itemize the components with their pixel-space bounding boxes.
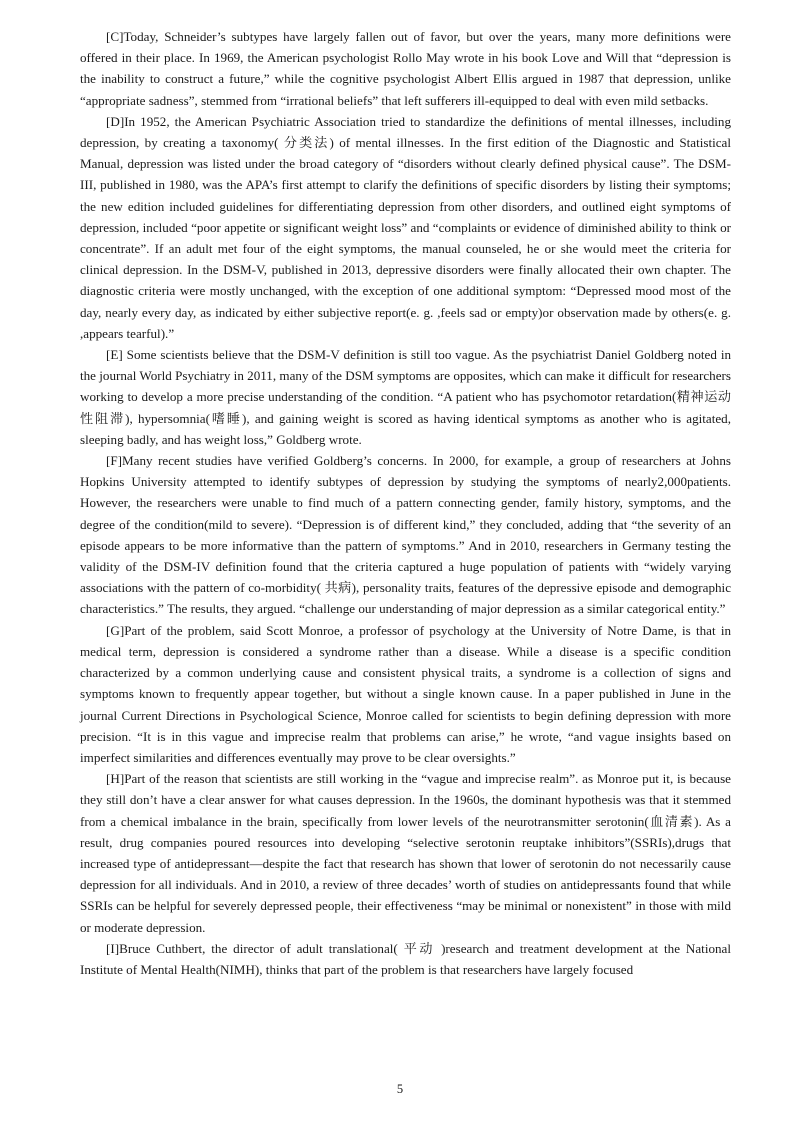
paragraph-e: [80, 344, 731, 450]
paragraph-f: [80, 450, 731, 620]
page-number: 5: [396, 1082, 404, 1096]
paragraph-marker: [D]: [106, 113, 125, 129]
document-page: [80, 26, 731, 980]
paragraph-text: Some scientists believe that the DSM-V definition is still too vague. As the psychiatrist Daniel Goldberg noted in the journal World Psychiatry in 2011, many of the DSM symptoms are opposites, which can make it difficult for researchers working to develop a more precise understanding of the condition. “A patient who has psychomotor retardation(精神运动性阻滞), hypersomnia(嗜睡), and gaining weight is scored as having identical symptoms as another who is agitated, sleeping badly, and has weight loss,” Goldberg wrote.: [80, 347, 731, 447]
paragraph-marker: [C]: [106, 29, 124, 44]
paragraph-marker: [I]: [106, 940, 120, 956]
paragraph-text: Part of the reason that scientists are still working in the “vague and imprecise realm”. as Monroe put it, is because they still don’t have a clear answer for what causes depression. In the 1960s, the dominant hypothesis was that it stemmed from a chemical imbalance in the brain, specifically from lower levels of the neurotransmitter serotonin(血清素). As a result, drug companies poured resources into developing “selective serotonin reuptake inhibitors”(SSRIs),drugs that increased type of antidepressant—despite the fact that research has shown that lower of serotonin do not necessarily cause depression for all individuals. And in 2010, a review of three decades’ worth of studies on antidepressants found that while SSRIs can be helpful for severely depressed people, their effectiveness “may be minimal or nonexistent” in those with mild or moderate depression.: [80, 771, 731, 935]
paragraph-text: Part of the problem, said Scott Monroe, a professor of psychology at the University of Notre Dame, is that in medical term, depression is considered a syndrome rather than a disease. While a disease is a specific condition characterized by a common underlying cause and consistent physical traits, a syndrome is a collection of signs and symptoms known to frequently appear together, but without a single known cause. In a paper published in June in the journal Current Directions in Psychological Science, Monroe called for scientists to begin defining depression with more precision. “It is in this vague and imprecise realm that problems can arise,” he wrote, “and vague insights based on imperfect similarities and differences eventually may prove to be clear oversights.”: [80, 622, 731, 765]
paragraph-c: [80, 26, 731, 111]
paragraph-marker: [G]: [106, 622, 125, 638]
paragraph-marker: [E]: [106, 347, 123, 363]
paragraph-h: [80, 768, 731, 938]
paragraph-g: [80, 620, 731, 768]
paragraph-marker: [H]: [106, 771, 125, 787]
paragraph-text: Bruce Cuthbert, the director of adult translational( 平动 )research and treatment development at the National Institute of Mental Health(NIMH), thinks that part of the problem is that researchers have largely focused: [80, 940, 731, 977]
paragraph-marker: [F]: [106, 453, 123, 469]
paragraph-text: Many recent studies have verified Goldberg’s concerns. In 2000, for example, a group of researchers at Johns Hopkins University attempted to identify subtypes of depression by studying the symptoms of nearly2,000patients. However, the researchers were unable to find much of a pattern connecting gender, family history, symptoms, and the degree of the condition(mild to severe). “Depression is of different kind,” they concluded, adding that “the severity of an episode appears to be more informative than the pattern of symptoms.” And in 2010, researchers in Germany testing the validity of the DSM-IV definition found that the criteria captured a huge population of patients with “widely varying associations with the pattern of co-morbidity( 共病), personality traits, features of the depressive episode and demographic characteristics.” The results, they argued. “challenge our understanding of major depression as a similar categorical entity.”: [80, 453, 731, 617]
paragraph-text: Today, Schneider’s subtypes have largely fallen out of favor, but over the years, many more definitions were offered in their place. In 1969, the American psychologist Rollo May wrote in his book Love and Will that “depression is the inability to construct a future,” while the cognitive psychologist Albert Ellis argued in 1987 that depression, unlike “appropriate sadness”, stemmed from “irrational beliefs” that left sufferers ill-equipped to deal with even mild setbacks.: [80, 29, 731, 108]
paragraph-text: In 1952, the American Psychiatric Association tried to standardize the definitions of mental illnesses, including depression, by creating a taxonomy( 分类法) of mental illnesses. In the first edition of the Diagnostic and Statistical Manual, depression was listed under the broad category of “disorders without clearly defined physical cause”. The DSM-III, published in 1980, was the APA’s first attempt to clarify the definitions of specific disorders by listing their symptoms; the new edition included guidelines for differentiating depression from other disorders, and outlined eight symptoms of depression, included “poor appetite or significant weight loss” and “complaints or evidence of diminished ability to think or concentrate”. If an adult met four of the eight symptoms, the manual counseled, he or she would meet the criteria for clinical depression. In the DSM-V, published in 2013, depressive disorders were finally allocated their own chapter. The diagnostic criteria were mostly unchanged, with the exception of one additional symptom: “Depressed mood most of the day, nearly every day, as indicated by either subjective report(e. g. ,feels sad or empty)or observation made by others(e. g. ,appears tearful).”: [80, 113, 731, 341]
paragraph-d: [80, 111, 731, 344]
paragraph-i: [80, 938, 731, 980]
